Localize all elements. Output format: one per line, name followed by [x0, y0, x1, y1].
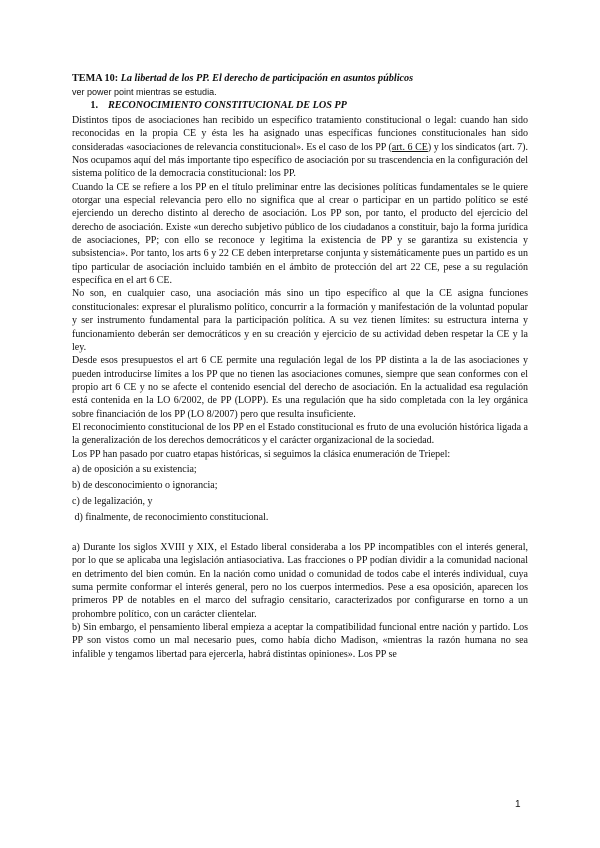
section-label: RECONOCIMIENTO CONSTITUCIONAL DE LOS PP [108, 99, 347, 111]
document-page [72, 72, 528, 661]
paragraph-8: b) Sin embargo, el pensamiento liberal empieza a aceptar la compatibilidad funcional entre nación y partido. Los PP son vistos como un mal necesario pues, como había dicho Madison, «mientras la razón humana no sea infalible y tengamos libertad para ejercerla, habrá distintas opiniones». Los PP se [72, 621, 528, 660]
article-link[interactable]: art. 6 CE [391, 141, 428, 153]
paragraph-4: Desde esos presupuestos el art 6 CE permite una regulación legal de los PP distinta a la de las asociaciones y pueden introducirse límites a los PP que no tienen las asociaciones comunes, siempre que sean conformes con el propio art 6 CE y no se afecte el contenido esencial del derecho de asociación. En la actualidad esa regulación está contenida en la LO 6/2002, de PP (LOPP). Es una regulación que ha sido completada con la ley orgánica sobre financiación de los PP (LO 8/2007) pero que resulta insuficiente. [72, 355, 528, 420]
title-prefix: TEMA 10: [72, 73, 121, 84]
stage-item: c) de legalización, y [72, 496, 153, 508]
title-text: La libertad de los PP. El derecho de participación en asuntos públicos [120, 73, 414, 84]
paragraph-1-text-a: Distintos tipos de asociaciones han recibido un específico tratamiento constitucional o legal: cuando han sido reconocidas en la propia CE y ésta les ha asignado unas específicas funciones constitucionales han sido consideradas «asociaciones de relevancia constitucional». Es el caso de los PP ( [72, 115, 528, 153]
section-heading [72, 99, 528, 113]
section-number: 1. [90, 99, 98, 111]
paragraph-1-text-b: ) y los sindicatos (art. 7). Nos ocupamos aquí del más importante tipo específico de asociación por su trascendencia en la configuración del sistema político de la democracia constitucional: los PP. [72, 141, 529, 180]
stage-item: d) finalmente, de reconocimiento constitucional. [72, 511, 269, 523]
paragraph-2: Cuando la CE se refiere a los PP en el título preliminar entre las decisiones políticas fundamentales se le quiere otorgar una especial relevancia pero ello no significa que al crear o participar en un partido político se esté ejerciendo un derecho distinto al derecho de asociación. Los PP son, por tanto, el producto del ejercicio del derecho de asociación. Existe «un derecho subjetivo público de los ciudadanos a constituir, bajo la forma jurídica de asociaciones, PP; con ello se reconoce y legitima la existencia de PP y se garantiza su existencia y subsistencia». Por tanto, los arts 6 y 22 CE deben interpretarse conjunta y sistemáticamente pues un partido es un tipo particular de asociación incluido también en el ámbito de protección del art 22 CE, pese a su regulación específica en el art 6 CE. [72, 181, 528, 287]
paragraph-5: El reconocimiento constitucional de los PP en el Estado constitucional es fruto de una evolución histórica ligada a la generalización de los derechos democráticos y el carácter organizacional de la sociedad. [72, 421, 528, 447]
document-title [72, 72, 528, 86]
page-number: 1 [515, 799, 521, 810]
stage-item: b) de desconocimiento o ignorancia; [72, 480, 218, 492]
study-note: ver power point mientras se estudia. [72, 86, 217, 97]
stage-item: a) de oposición a su existencia; [72, 464, 197, 476]
paragraph-1 [72, 114, 528, 181]
paragraph-7: a) Durante los siglos XVIII y XIX, el Estado liberal consideraba a los PP incompatibles con el interés general, por lo que se aplicaba una legislación antiasociativa. Las fracciones o PP podían dividir a la comunidad nacional en detrimento del bien común. En la nación como unidad o comunidad de todos cabe el interés individual, cuya suma permite conformar el interés general, pero no los cuerpos intermedios. Pese a esa oposición, aparecen los primeros PP de notables en el marco del sufragio censitario, caracterizados por configurarse en torno a un prohombre político, con un carácter clientelar. [72, 541, 528, 620]
paragraph-6: Los PP han pasado por cuatro etapas históricas, si seguimos la clásica enumeración de Triepel: [72, 448, 451, 460]
paragraph-3: No son, en cualquier caso, una asociación más sino un tipo específico al que la CE asigna funciones constitucionales: expresar el pluralismo político, concurrir a la formación y manifestación de la voluntad popular y ser instrumento fundamental para la participación política. A su vez tienen límites: su estructura interna y funcionamiento deberán ser democráticos y en su creación y ejercicio de su actividad deben respetar la CE y la ley. [72, 288, 528, 353]
spacer [72, 527, 528, 541]
